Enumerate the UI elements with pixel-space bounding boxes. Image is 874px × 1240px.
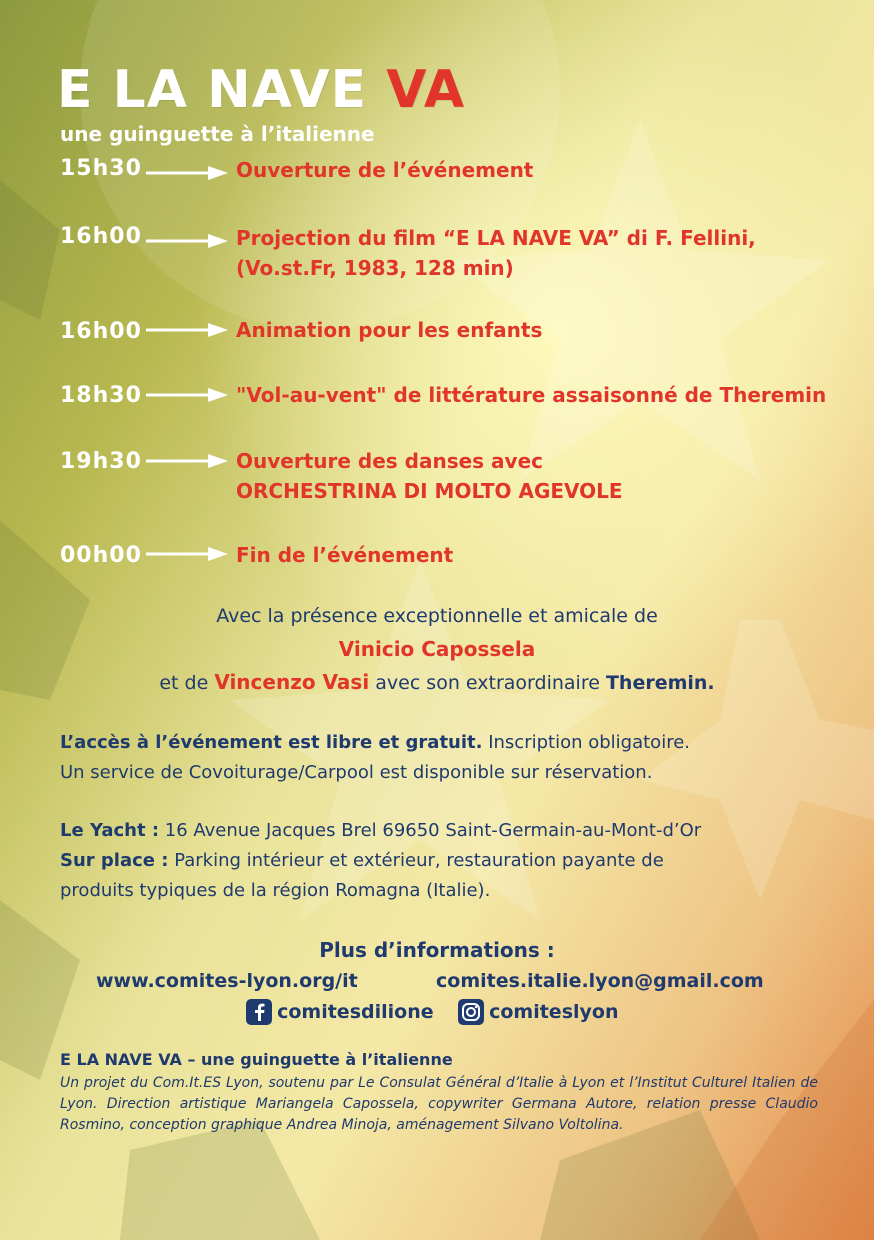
guests-line: [0, 670, 874, 694]
arrow-right-icon: [146, 453, 228, 469]
program-item-text: ORCHESTRINA DI MOLTO AGEVOLE: [236, 479, 623, 503]
arrow-right-icon: [146, 546, 228, 562]
event-subtitle: une guinguette à l’italienne: [60, 122, 375, 146]
credits-text: Un projet du Com.It.ES Lyon, soutenu par Le Consulat Général d’Italie à Lyon et l’Institut Culturel Italien de Lyon. Direction artistique Mariangela Capossela, copywriter Germana Autore, relation presse Claudio Rosmino, conception graphique Andrea Minoja, aménagement Silvano Voltolina.: [60, 1075, 818, 1133]
guests-text: avec son extraordinaire: [369, 672, 606, 694]
onsite-info: [60, 850, 664, 871]
title-main-text: E LA NAVE: [57, 60, 368, 120]
program-item-text: Projection du film “E LA NAVE VA” di F. Fellini,: [236, 226, 756, 250]
instagram-handle: comiteslyon: [489, 1001, 619, 1023]
arrow-right-icon: [146, 387, 228, 403]
program-item-text: Ouverture de l’événement: [236, 158, 534, 182]
instagram-link[interactable]: [458, 999, 618, 1025]
program-item-text: Fin de l’événement: [236, 543, 454, 567]
instrument-name: Theremin.: [605, 672, 715, 694]
info-heading: Plus d’informations :: [319, 938, 555, 962]
guests-intro: Avec la présence exceptionnelle et amicale de: [216, 605, 658, 627]
venue-label: Le Yacht :: [60, 820, 160, 841]
instagram-icon: [458, 999, 484, 1025]
carpool-info: Un service de Covoiturage/Carpool est disponible sur réservation.: [60, 762, 653, 783]
onsite-text: Parking intérieur et extérieur, restauration payante de: [168, 850, 664, 871]
onsite-info-2: produits typiques de la région Romagna (Italie).: [60, 880, 491, 901]
access-rest: Inscription obligatoire.: [482, 732, 690, 753]
program-item-text: (Vo.st.Fr, 1983, 128 min): [236, 256, 514, 280]
program-time: 16h00: [60, 224, 142, 249]
title-accent-text: VA: [386, 60, 466, 120]
guest-name: Vinicio Capossela: [338, 637, 536, 661]
arrow-right-icon: [146, 233, 228, 249]
event-title: [57, 60, 465, 120]
arrow-right-icon: [146, 165, 228, 181]
program-time: 15h30: [60, 156, 142, 181]
program-item-text: Animation pour les enfants: [236, 318, 543, 342]
access-info: [60, 732, 690, 753]
facebook-icon: [246, 999, 272, 1025]
access-bold: L’accès à l’événement est libre et gratuit.: [60, 732, 483, 753]
facebook-handle: comitesdilione: [277, 1001, 434, 1023]
onsite-label: Sur place :: [60, 850, 169, 871]
venue-address: [60, 820, 701, 841]
credits-title: E LA NAVE VA – une guinguette à l’italienne: [60, 1050, 453, 1069]
website-link[interactable]: www.comites-lyon.org/it: [96, 970, 358, 992]
guest-name: Vincenzo Vasi: [214, 670, 370, 694]
program-time: 18h30: [60, 383, 142, 408]
program-time: 16h00: [60, 319, 142, 344]
program-item-text: Ouverture des danses avec: [236, 449, 543, 473]
arrow-right-icon: [146, 322, 228, 338]
email-link[interactable]: comites.italie.lyon@gmail.com: [436, 970, 764, 992]
facebook-link[interactable]: [246, 999, 434, 1025]
program-time: 19h30: [60, 449, 142, 474]
program-item-text: "Vol-au-vent" de littérature assaisonné de Theremin: [236, 383, 827, 407]
venue-address-text: 16 Avenue Jacques Brel 69650 Saint-Germain-au-Mont-d’Or: [159, 820, 702, 841]
program-time: 00h00: [60, 543, 142, 568]
guests-text: et de: [159, 672, 215, 694]
